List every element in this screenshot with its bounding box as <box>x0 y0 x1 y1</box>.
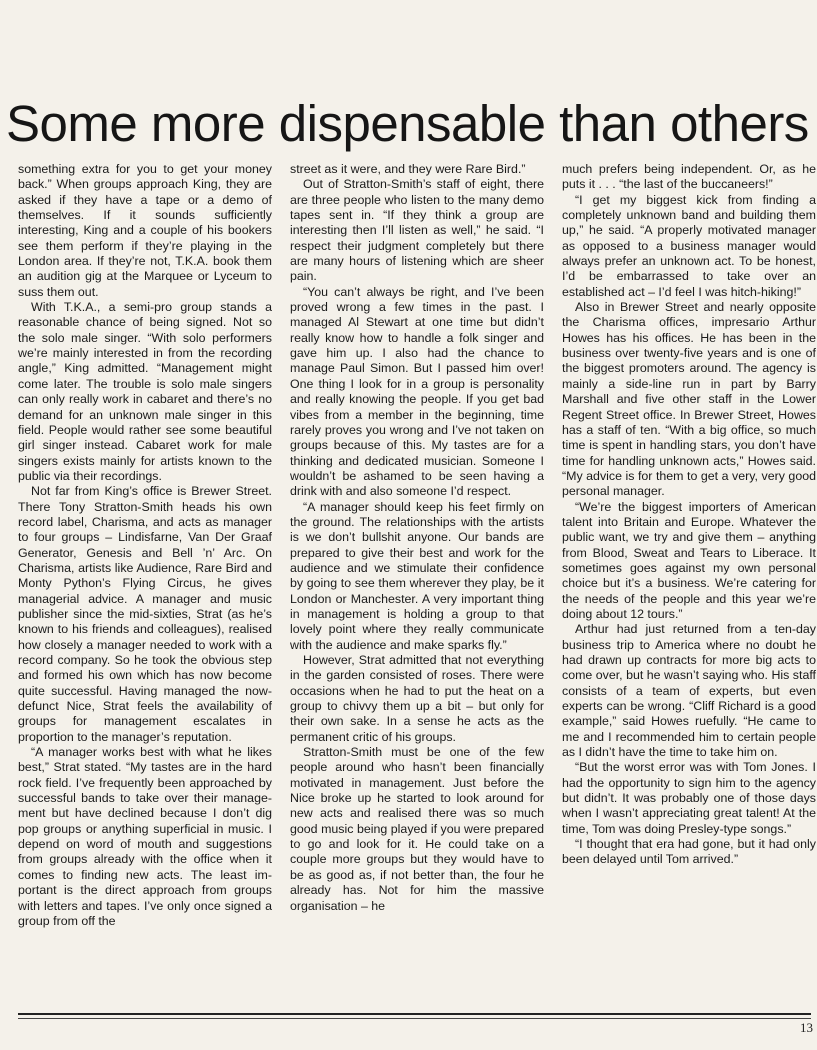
paragraph: “You can’t always be right, and I’ve been proved wrong a few times in the past. I managed Al Stewart at one time but didn’t really know how to handle a folk singer and gave him up. I also had the chance to manage Paul Simon. But I passed him over! One thing I look for in a group is personality and really knowing the people. If you get bad vibes from a member in the beginning, time rarely proves you wrong and I’ve not taken on groups because of this. My tastes are for a thinking and dedicated musician. Someone I wouldn’t be ashamed to be seen having a drink with and also someone I’d respect. <box>290 284 544 499</box>
paragraph: “A manager should keep his feet firmly on the ground. The relationships with the artists is we don’t bullshit anyone. Our bands are prepared to give their best and work for the audience and we stimulate their confidence by going to see them wherever they play, be it London or Manchester. A very important thing in management is holding a group to that lovely point where they really communicate with the audience and make sparks fly.” <box>290 499 544 652</box>
paragraph: Also in Brewer Street and nearly opposite the Charisma offices, impresario Arthur Howes has his offices. He has been in the business over twenty-five years and is one of the biggest promoters around. The agency is mainly a side-line run in part by Barry Marshall and five other staff in the Lower Regent Street office. In Brewer Street, Howes has a staff of ten. “With a big office, so much time is spent in handling stars, you don’t have time for handling unknown acts,” Howes said. “My advice is for them to get a very, very good personal manager. <box>562 300 816 499</box>
paragraph: much prefers being independent. Or, as he puts it . . . “the last of the buccaneers!” <box>562 162 816 192</box>
paragraph: Not far from King’s office is Brewer Street. There Tony Stratton-Smith heads his own record label, Charisma, and acts as manager to four groups – Lindisfarne, Van Der Graaf Generator, Genesis and Bell ’n’ Arc. On Charisma, artists like Audience, Rare Bird and Monty Python’s Flying Circus, he gives managerial advice. A manager and music publisher since the mid-sixties, Strat (as he’s known to his friends and colleagues), realised how closely a manager needed to work with a record company. So he took the obvious step and formed his own which has now become quite successful. Having managed the now-defunct Nice, Strat feels the availability of groups for management escalates in proportion to the manager’s reputation. <box>18 484 272 744</box>
footer-rule-thick <box>18 1013 811 1015</box>
paragraph: street as it were, and they were Rare Bird.” <box>290 162 526 176</box>
headline: Some more dispensable than others <box>6 95 809 152</box>
paragraph: However, Strat admitted that not everything in the garden consisted of roses. There were occasions when he had to put the heat on a group to chivvy them up a bit – but only for their own sake. In a sense he acts as the permanent critic of his groups. <box>290 653 544 744</box>
paragraph: Arthur had just returned from a ten-day business trip to America where no doubt he had drawn up contracts for more big acts to come over, but he wasn’t saying who. His staff consists of a team of experts, but even experts can be wrong. “Cliff Richard is a good example,” said Howes ruefully. “He came to me and I recommended him to certain people as I didn’t have the time to take him on. <box>562 622 816 760</box>
paragraph: Stratton-Smith must be one of the few people around who hasn’t been financially motivated in management. Just before the Nice broke up he started to look around for new acts and realised there was so much good music being played if you were prepared to go and look for it. He could take on a couple more groups but they would have to be as good as, if not better than, the four he already has. Not for him the massive organisation – he <box>290 745 544 913</box>
paragraph: “I thought that era had gone, but it had only been delayed until Tom arrived.” <box>562 837 816 867</box>
paragraph: With T.K.A., a semi-pro group stands a reasonable chance of being signed. Not so the solo male singer. “With solo performers we’re mainly interested in from the recording angle,” King admitted. “Management might come later. The trouble is solo male singers can only really work in cabaret and there’s no demand for an unknown male singer in this field. People would rather see some beautiful girl singer instead. Cabaret work for male singers exists mainly for artists known to the public via their recordings. <box>18 300 272 483</box>
paragraph: “But the worst error was with Tom Jones. I had the opportunity to sign him to the agency but didn’t. It was probably one of those days when I wasn’t appreciating great talent! At the time, Tom was doing Presley-type songs.” <box>562 760 816 836</box>
paragraph: “A manager works best with what he likes best,” Strat stated. “My tastes are in the hard rock field. I’ve frequently been approached by successful bands to take over their management but have declined because I don’t dig pop groups or anything superficial in music. I depend on word of mouth and suggestions from groups already with the office when it comes to finding new acts. The least important is the direct approach from groups with letters and tapes. I’ve only once signed a group from off the <box>18 745 272 928</box>
article-column-1 <box>18 162 272 1012</box>
paragraph: “I get my biggest kick from finding a completely unknown band and building them up,” he said. “A properly motivated manager as opposed to a business manager would always prefer an unknown act. To be honest, I’d be embarrassed to take over an established act – I’d feel I was hitch-hiking!” <box>562 192 816 299</box>
article-body <box>0 162 817 1012</box>
page-number: 13 <box>800 1020 813 1035</box>
footer-rule-thin <box>18 1018 811 1019</box>
paragraph: Out of Stratton-Smith’s staff of eight, there are three people who listen to the many demo tapes sent in. “If they think a group are interesting then I’ll listen as well,” he said. “I respect their judgment completely but there are many hours of listening which are sheer pain. <box>290 177 544 284</box>
paragraph: something extra for you to get your money back.” When groups approach King, they are asked if they have a tape or a demo of themselves. If it sounds sufficiently interesting, King and a couple of his bookers see them perform if they’re playing in the London area. If they’re not, T.K.A. book them an audition gig at the Marquee or Lyceum to suss them out. <box>18 162 272 299</box>
article-column-3 <box>562 162 816 1012</box>
paragraph: “We’re the biggest importers of American talent into Britain and Europe. Whatever the public want, we try and give them – anything from Blood, Sweat and Tears to Liberace. It sometimes goes against my own personal choice but it’s a business. We’re catering for the needs of the people and this year we’re doing about 12 tours.” <box>562 499 816 621</box>
article-column-2 <box>290 162 544 1012</box>
